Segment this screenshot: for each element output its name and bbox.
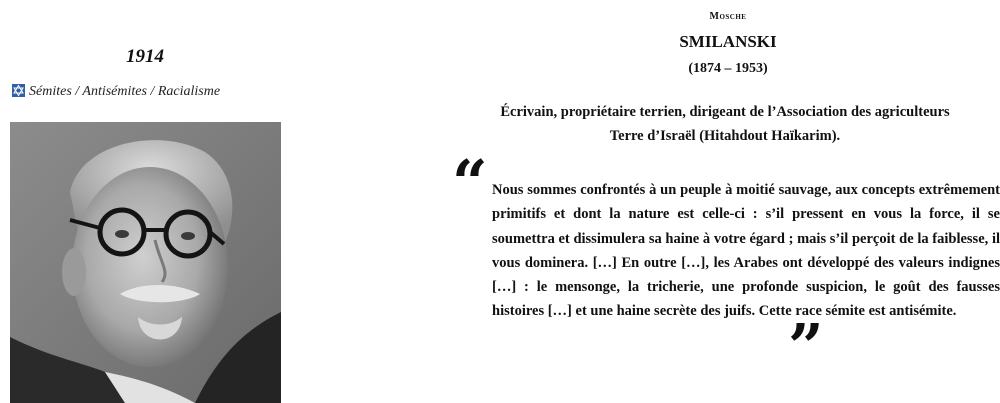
author-last-name: SMILANSKI — [679, 32, 777, 51]
portrait-photo — [10, 122, 281, 403]
open-quote-mark: “ — [452, 146, 488, 219]
quote-text: Nous sommes confrontés à un peuple à moitié sauvage, aux concepts extrêmement primitifs et dont la nature est celle-ci : s’il pressent en vous la force, il se soumettra et dissimulera sa haine à votre égard ; mais s’il perçoit de la faiblesse, il vous dominera. […] En outre […], les Arabes ont développé des valeurs indignes […] : le mensonge, la tricherie, une profonde suspicion, le goût des fausses histoires […] et une haine secrète des juifs. Cette race sémite est antisémite. — [492, 182, 1000, 320]
tags-line — [12, 84, 302, 100]
author-first-name: Mosche — [709, 11, 747, 22]
right-panel — [440, 0, 1000, 403]
year-heading: 1914 — [126, 46, 164, 67]
star-of-david-icon — [12, 84, 25, 97]
close-quote-mark: ” — [788, 310, 824, 383]
left-panel — [0, 0, 300, 403]
author-bio: Écrivain, propriétaire terrien, dirigeant de l’Association des agriculteurs Terre d’Israël (Hitahdout Haïkarim). — [500, 104, 950, 144]
tags-text: Sémites / Antisémites / Racialisme — [29, 84, 221, 99]
author-dates: (1874 – 1953) — [688, 61, 768, 76]
